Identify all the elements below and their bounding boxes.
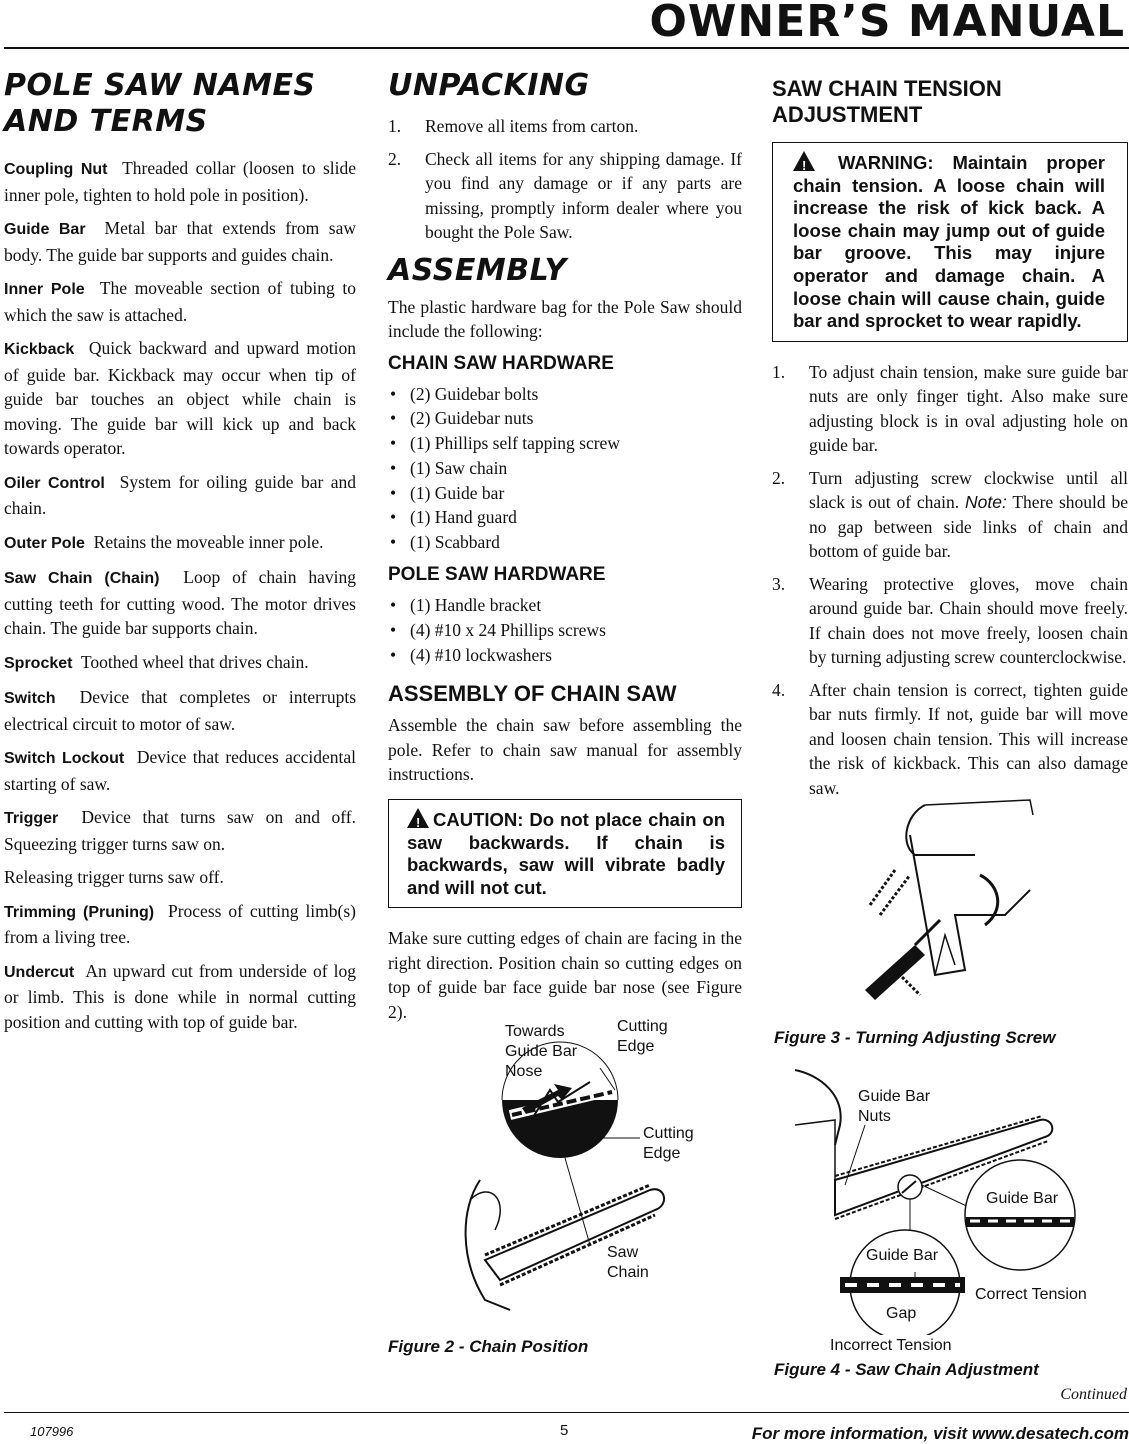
unpacking-assembly-column [388,68,742,1024]
hardware-item: • (1) Handle bracket [388,593,742,618]
term-definition: Device that turns saw on and off. Squeezing trigger turns saw on. [4,807,357,854]
fig2-saw-chain-label: Saw Chain [607,1244,649,1281]
chain-hardware-heading: CHAIN SAW HARDWARE [388,352,614,374]
step-text: Check all items for any shipping damage. If you find any damage or if any parts are missing, promptly inform dealer where you bought the Pole Saw. [425,148,742,242]
step-item [388,147,742,245]
term-name: Inner Pole [4,281,85,298]
terms-column [4,68,356,1043]
term-name: Undercut [4,963,75,981]
hardware-item: • (1) Phillips self tapping screw [388,431,742,456]
chain-facing-text: Make sure cutting edges of chain are facing in the right direction. Position chain so cutting edges on top of guide bar face guide bar nose (see Figure 2). [388,928,742,1022]
fig4-gap-label: Gap [886,1305,917,1322]
term-definition: Loop of chain having cutting teeth for cutting wood. The motor drives chain. The guide bar supports chain. [4,567,357,638]
fig2-cutting-edge-bottom: Cutting Edge [643,1125,694,1162]
assembly-chain-saw-heading: ASSEMBLY OF CHAIN SAW [388,681,677,707]
step-item [772,678,1128,801]
step-text: After chain tension is correct, tighten guide bar nuts firmly. If not, guide bar will move and loosen chain tension. This will increase the risk of kickback. This can also damage saw. [809,679,1128,798]
term-entry [4,899,356,950]
header-rule [4,47,1129,49]
step-item [772,572,1128,670]
step-number: 2. [388,148,402,169]
caution-box [388,799,742,908]
note-text: There should be no gap between side links of chain and bottom of guide bar. [809,492,1129,562]
term-definition: Device that reduces accidental starting of saw. [4,747,357,794]
term-entry [4,216,356,267]
fig4-incorrect-tension-label: Incorrect Tension [830,1337,952,1354]
figure-4-caption: Figure 4 - Saw Chain Adjustment [774,1360,1039,1379]
assembly-chain-saw-text: Assemble the chain saw before assembling the pole. Refer to chain saw manual for assembly instructions. [388,715,742,785]
term-name: Switch [4,690,56,707]
step-item [772,360,1128,458]
term-definition: Process of cutting limb(s) from a living tree. [4,900,356,947]
term-name: Trimming (Pruning) [4,903,155,921]
step-item [388,114,742,139]
assembly-intro: The plastic hardware bag for the Pole Saw should include the following: [388,296,742,341]
term-definition: The moveable section of tubing to which the saw is attached. [4,278,357,325]
term-name: Outer Pole [4,534,85,552]
terms-list [4,156,356,1034]
hardware-item: • (4) #10 lockwashers [388,643,742,668]
term-name: Oiler Control [4,474,105,492]
fig4-guide-bar-right-label: Guide Bar [986,1190,1059,1207]
term-name: Sprocket [4,654,73,672]
step-number: 3. [772,573,786,594]
tension-column [772,68,1128,808]
step-text: Turn adjusting screw clockwise until all slack is out of chain. [809,467,1128,513]
term-entry [4,565,356,641]
warning-text: WARNING: Maintain proper chain tension. A loose chain will increase the risk of kick back. A loose chain may jump out of guide bar groove. This may injure operator and damage chain. A loose chain will cause chain, guide bar and sprocket to wear rapidly. [793,152,1105,332]
figure-2-caption: Figure 2 - Chain Position [388,1337,589,1356]
fig4-guide-bar-left-label: Guide Bar [866,1247,939,1264]
term-entry [4,685,356,736]
warning-triangle-icon: ! [793,151,815,171]
term-definition: Threaded collar (loosen to slide inner pole, tighten to hold pole in position). [4,158,356,205]
pole-hardware-heading: POLE SAW HARDWARE [388,564,606,586]
term-entry [4,745,356,796]
step-text: Wearing protective gloves, move chain around guide bar. Chain should move freely. If chain does not move freely, loosen chain by turning adjusting screw counterclockwise. [809,573,1128,668]
step-number: 1. [388,116,402,136]
term-entry [4,865,356,890]
page-header-title: OWNER’S MANUAL [649,0,1125,47]
hardware-item: • (1) Scabbard [388,530,742,555]
more-info-link[interactable]: For more information, visit www.desatech.com [751,1424,1129,1443]
fig2-towards-label: Towards Guide Bar Nose [505,1023,578,1080]
hardware-item: • (2) Guidebar nuts [388,406,742,431]
document-number: 107996 [30,1424,74,1439]
step-number: 2. [772,467,786,488]
term-entry [4,156,356,207]
term-entry [4,805,356,856]
page-number: 5 [560,1422,569,1439]
term-entry [4,336,356,461]
tension-steps [772,360,1128,801]
term-definition: System for oiling guide bar and chain. [4,471,356,518]
term-name: Guide Bar [4,221,86,238]
footer-rule [4,1412,1129,1413]
step-text: Remove all items from carton. [425,116,639,136]
note-label: Note: [965,492,1007,513]
term-name: Saw Chain (Chain) [4,570,160,587]
hardware-item: • (2) Guidebar bolts [388,382,742,407]
hardware-item: • (1) Guide bar [388,481,742,506]
term-name: Switch Lockout [4,750,125,767]
warning-triangle-icon: ! [407,808,429,828]
step-number: 4. [772,679,786,700]
warning-box [772,142,1128,342]
term-name: Trigger [4,810,59,827]
term-definition: An upward cut from underside of log or limb. This is done while in normal cutting position and cutting with top of guide bar. [4,960,356,1032]
term-name: Kickback [4,341,75,358]
term-entry [4,276,356,327]
hardware-item: • (4) #10 x 24 Phillips screws [388,618,742,643]
term-definition: Metal bar that extends from saw body. The guide bar supports and guides chain. [4,218,356,265]
fig4-correct-tension-label: Correct Tension [975,1286,1087,1303]
term-definition: Retains the moveable inner pole. [93,531,324,552]
term-definition: Toothed wheel that drives chain. [80,651,309,672]
terms-heading: POLE SAW NAMES AND TERMS [4,68,316,139]
caution-text: CAUTION: Do not place chain on saw backwards. If chain is backwards, saw will vibrate badly and will not cut. [407,808,725,898]
chain-hardware-list [388,382,742,556]
term-entry [4,959,356,1035]
unpacking-steps [388,114,742,245]
step-text: To adjust chain tension, make sure guide bar nuts are only finger tight. Also make sure adjusting block is in oval adjusting hole on guide bar. [809,361,1128,456]
pole-hardware-list [388,593,742,667]
step-number: 1. [772,361,786,382]
figure-3-turning-adjusting-screw [855,795,1040,1005]
term-definition: Quick backward and upward motion of guide bar. Kickback may occur when tip of guide bar touches an object while chain is moving. The guide bar will kick up and back towards operator. [4,338,357,458]
term-entry [4,470,356,521]
fig4-guide-bar-nuts-label: Guide Bar Nuts [858,1088,931,1125]
figure-3-caption: Figure 3 - Turning Adjusting Screw [774,1028,1056,1047]
term-definition: Releasing trigger turns saw off. [4,867,224,887]
term-name: Coupling Nut [4,161,108,178]
term-entry [4,650,356,677]
continued-label: Continued [1060,1386,1127,1403]
fig2-cutting-edge-top: Cutting Edge [617,1018,668,1055]
hardware-item: • (1) Hand guard [388,505,742,530]
hardware-item: • (1) Saw chain [388,456,742,481]
assembly-heading: ASSEMBLY [388,252,567,288]
tension-heading: SAW CHAIN TENSION ADJUSTMENT [772,76,1002,127]
term-entry [4,530,356,557]
step-item [772,466,1128,564]
unpacking-heading: UNPACKING [388,68,590,103]
term-definition: Device that completes or interrupts electrical circuit to motor of saw. [4,687,356,734]
